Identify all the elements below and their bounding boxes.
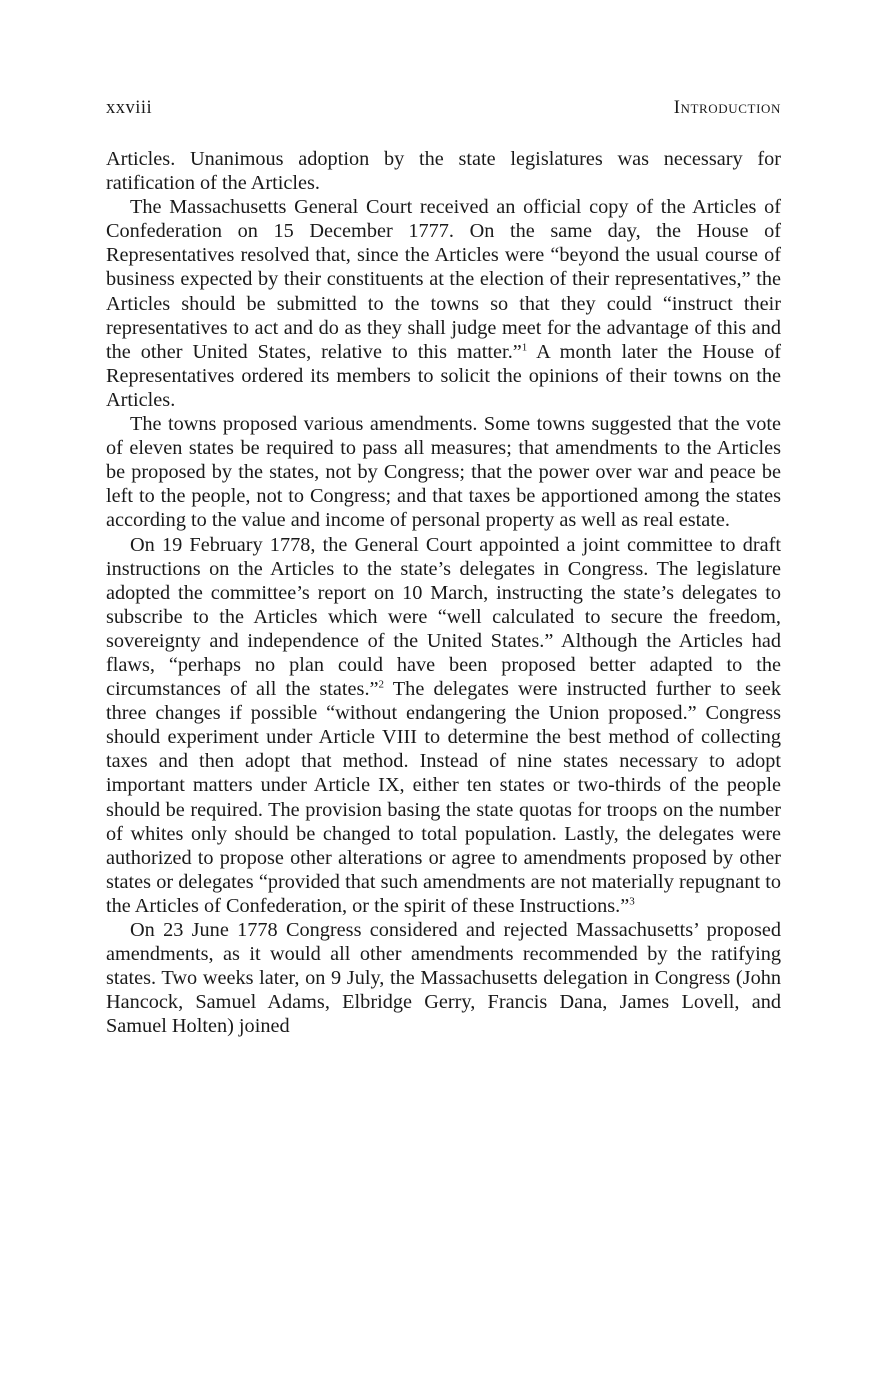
paragraph-continued: [106, 147, 781, 195]
paragraph-joint-committee: [106, 533, 781, 919]
paragraph-congress-rejection: [106, 918, 781, 1038]
paragraph-town-amendments: [106, 412, 781, 532]
paragraph-general-court: [106, 195, 781, 412]
running-head: [106, 96, 781, 120]
paragraph-text: A month later the House of Representatives ordered its members to solicit the opinions of their towns on the Articles.: [106, 340, 781, 411]
paragraph-text: Articles. Unanimous adoption by the state legislatures was necessary for ratification of the Articles.: [106, 148, 781, 195]
section-title: Introduction: [673, 98, 781, 118]
footnote-marker: 3: [629, 895, 635, 908]
paragraph-text: The delegates were instructed further to seek three changes if possible “without endangering the Union proposed.” Congress should experiment under Article VIII to determine the best method of collecting taxes and then adopt that method. Instead of nine states necessary to adopt important matters under Article IX, either ten states or two-thirds of the people should be required. The provision basing the state quotas for troops on the number of whites only should be changed to total population. Lastly, the delegates were authorized to propose other alterations or agree to amendments proposed by other states or delegates “provided that such amendments are not materially repugnant to the Articles of Confederation, or the spirit of these Instructions.”: [106, 678, 781, 917]
paragraph-text: On 23 June 1778 Congress considered and rejected Massachusetts’ proposed amendments, as it would all other amendments recommended by the ratifying states. Two weeks later, on 9 July, the Massachusetts delegation in Congress (John Hancock, Samuel Adams, Elbridge Gerry, Francis Dana, James Lovell, and Samuel Holten) joined: [106, 919, 781, 1038]
page-number: xxviii: [106, 98, 153, 118]
paragraph-text: The towns proposed various amendments. Some towns suggested that the vote of eleven states be required to pass all measures; that amendments to the Articles be proposed by the states, not by Congress; that the power over war and peace be left to the people, not to Congress; and that taxes be apportioned among the states according to the value and income of personal property as well as real estate.: [106, 413, 781, 532]
book-page: [106, 96, 781, 1038]
paragraph-text: On 19 February 1778, the General Court appointed a joint committee to draft instructions on the Articles to the state’s delegates in Congress. The legislature adopted the committee’s report on 10 March, instructing the state’s delegates to subscribe to the Articles which were “well calculated to secure the freedom, sovereignty and independence of the United States.” Although the Articles had flaws, “perhaps no plan could have been proposed better adapted to the circumstances of all the states.”: [106, 533, 781, 701]
footnote-marker: 2: [378, 678, 385, 691]
footnote-marker: 1: [521, 341, 528, 354]
body-text: [106, 147, 781, 1038]
paragraph-text: The Massachusetts General Court received an official copy of the Articles of Confederation on 15 December 1777. On the same day, the House of Representatives resolved that, since the Articles were “beyond the usual course of business expected by their constituents at the election of their representatives,” the Articles should be submitted to the towns so that they could “instruct their representatives to act and do as they shall judge meet for the advantage of this and the other United States, relative to this matter.”: [106, 196, 781, 363]
